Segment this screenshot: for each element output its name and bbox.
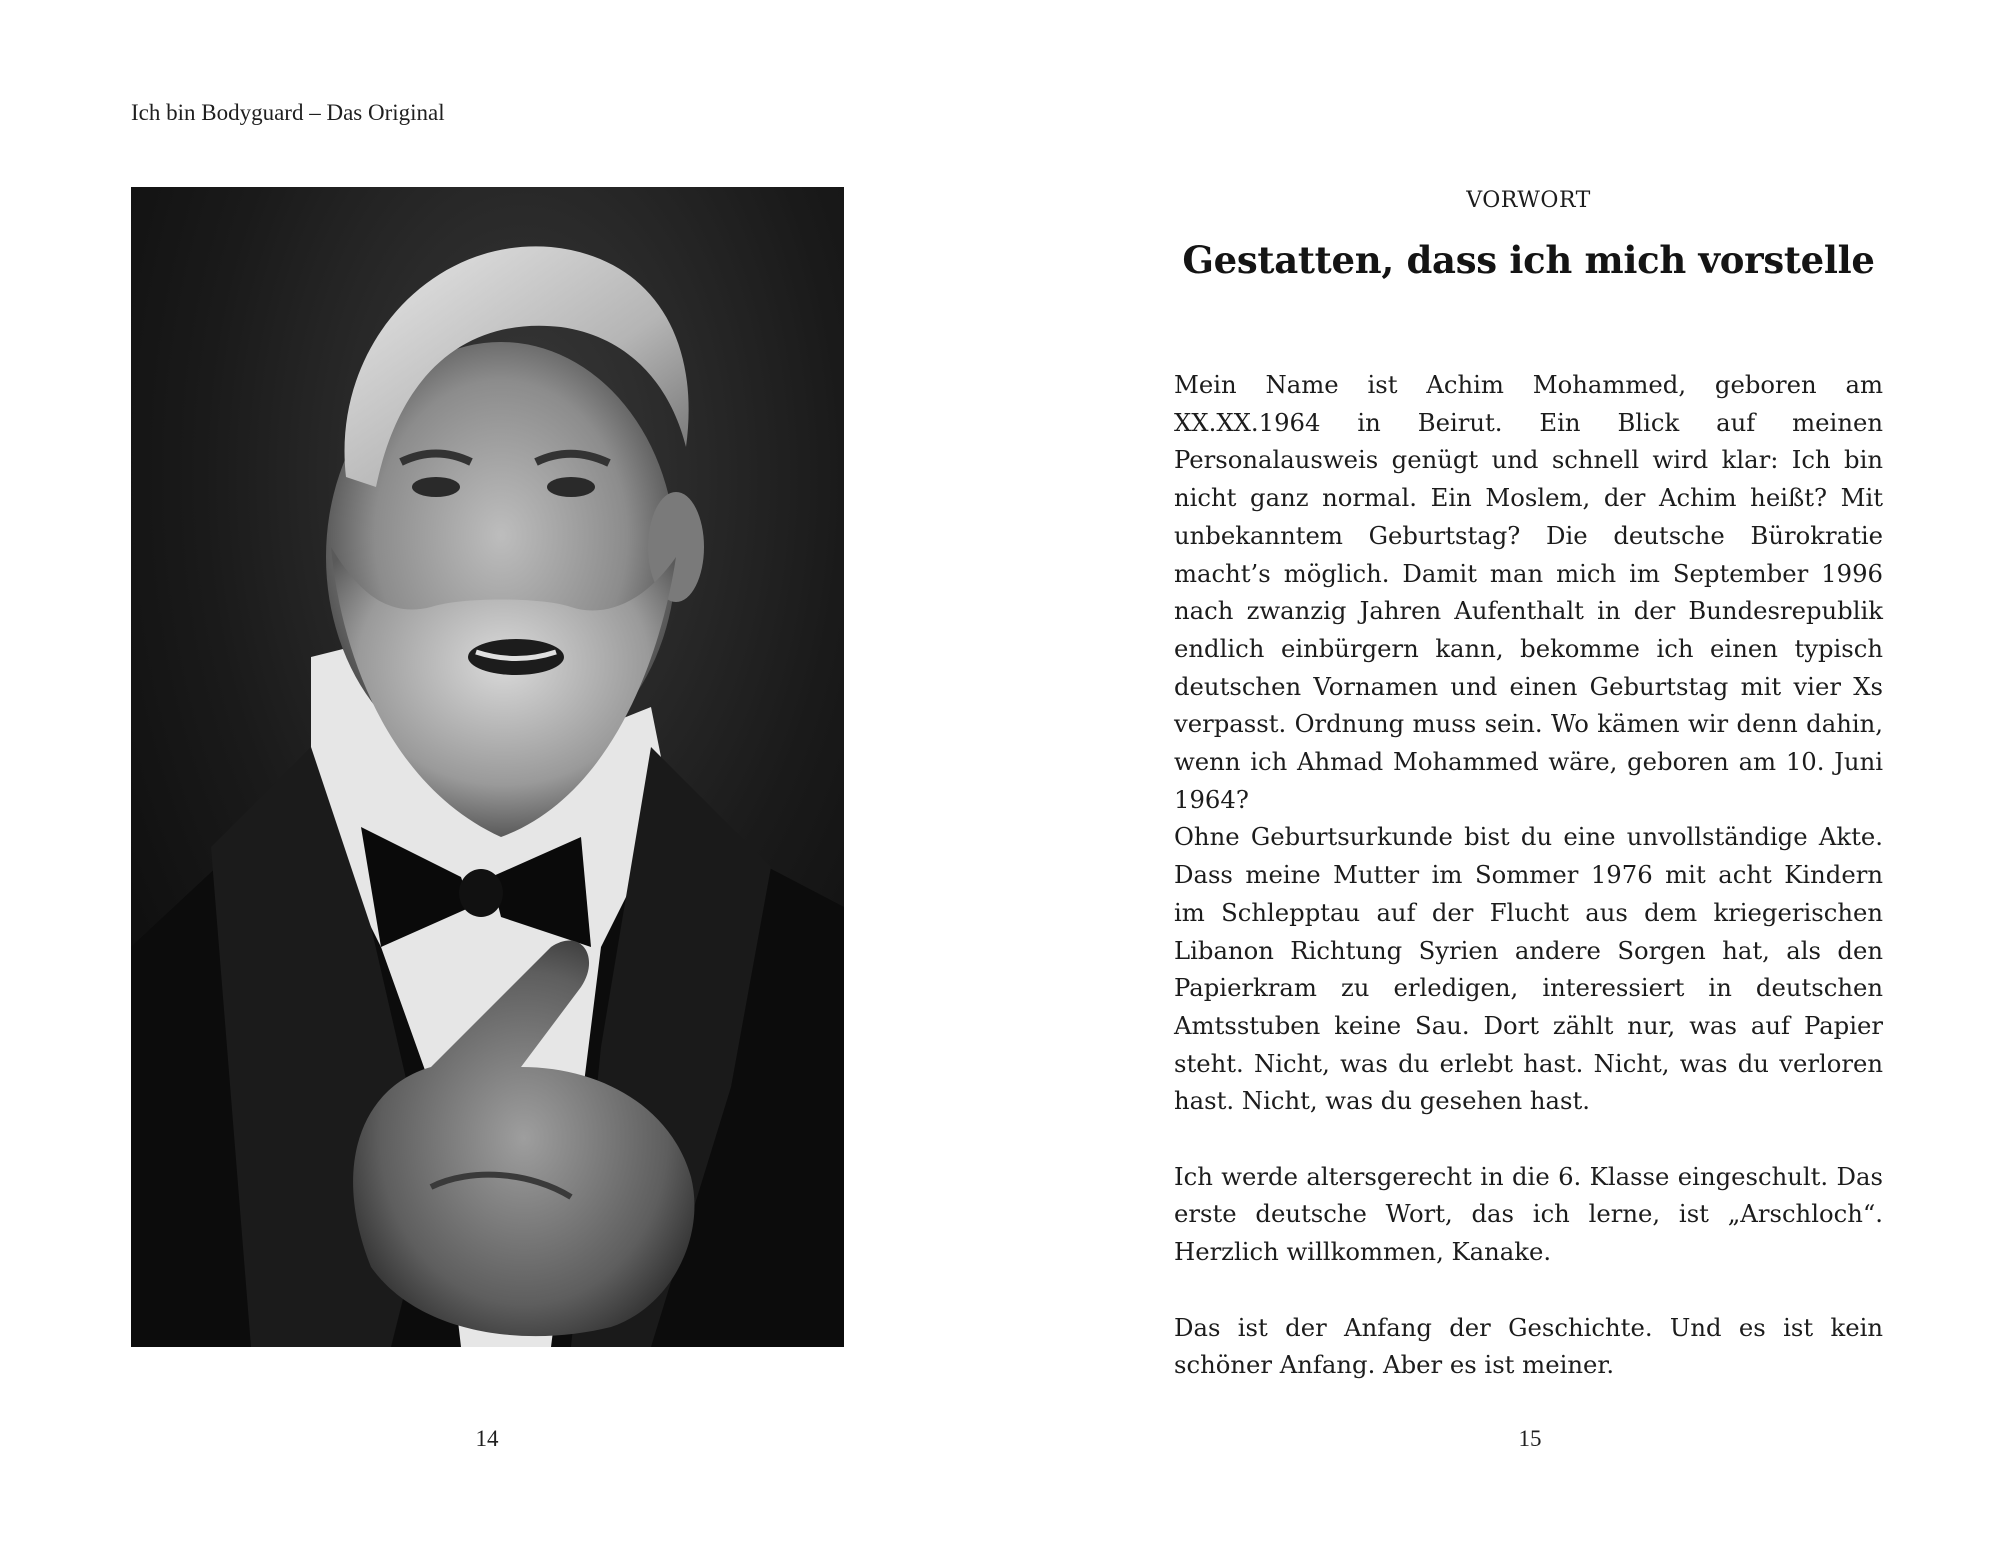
paragraph: Das ist der Anfang der Geschichte. Und es ist kein schöner Anfang. Aber es ist meiner. — [1174, 1312, 1883, 1380]
portrait-photo — [131, 187, 844, 1347]
page-number-left: 14 — [475, 1426, 499, 1451]
paragraph: Ohne Geburtsurkunde bist du eine unvollständige Akte. Dass meine Mutter im Sommer 1976 mit acht Kindern im Schlepptau auf der Flucht aus dem kriegerischen Libanon Richtung Syrien andere Sorgen hat, als den Papierkram zu erledigen, interessiert in deutschen Amtsstuben keine Sau. Dort zählt nur, was auf Papier steht. Nicht, was du erlebt hast. Nicht, was du verloren hast. Nicht, was du gesehen hast. — [1174, 822, 1883, 1116]
chapter-title: Gestatten, dass ich mich vorstelle — [1182, 238, 1875, 282]
paragraph: Mein Name ist Achim Mohammed, geboren am XX.XX.1964 in Beirut. Ein Blick auf meinen Personalausweis genügt und schnell wird klar: Ich bin nicht ganz normal. Ein Moslem, der Achim heißt? Mit unbekanntem Geburtstag? Die deutsche Bürokratie macht’s möglich. Damit man mich im September 1996 nach zwanzig Jahren Aufenthalt in der Bundesrepublik endlich einbürgern kann, bekomme ich einen typisch deutschen Vornamen und einen Geburtstag mit vier Xs verpasst. Ordnung muss sein. Wo kämen wir denn dahin, wenn ich Ahmad Mohammed wäre, geboren am 10. Juni 1964? — [1174, 370, 1883, 814]
body-text — [1174, 366, 1883, 1384]
chapter-label: VORWORT — [1466, 188, 1591, 213]
page-number-right: 15 — [1518, 1426, 1542, 1451]
right-page — [1000, 0, 2000, 1543]
paragraph: Ich werde altersgerecht in die 6. Klasse eingeschult. Das erste deutsche Wort, das ich lerne, ist „Arschloch“. Herzlich willkommen, Kanake. — [1174, 1161, 1883, 1267]
running-head: Ich bin Bodyguard – Das Original — [131, 100, 445, 125]
portrait-illustration — [131, 187, 844, 1347]
